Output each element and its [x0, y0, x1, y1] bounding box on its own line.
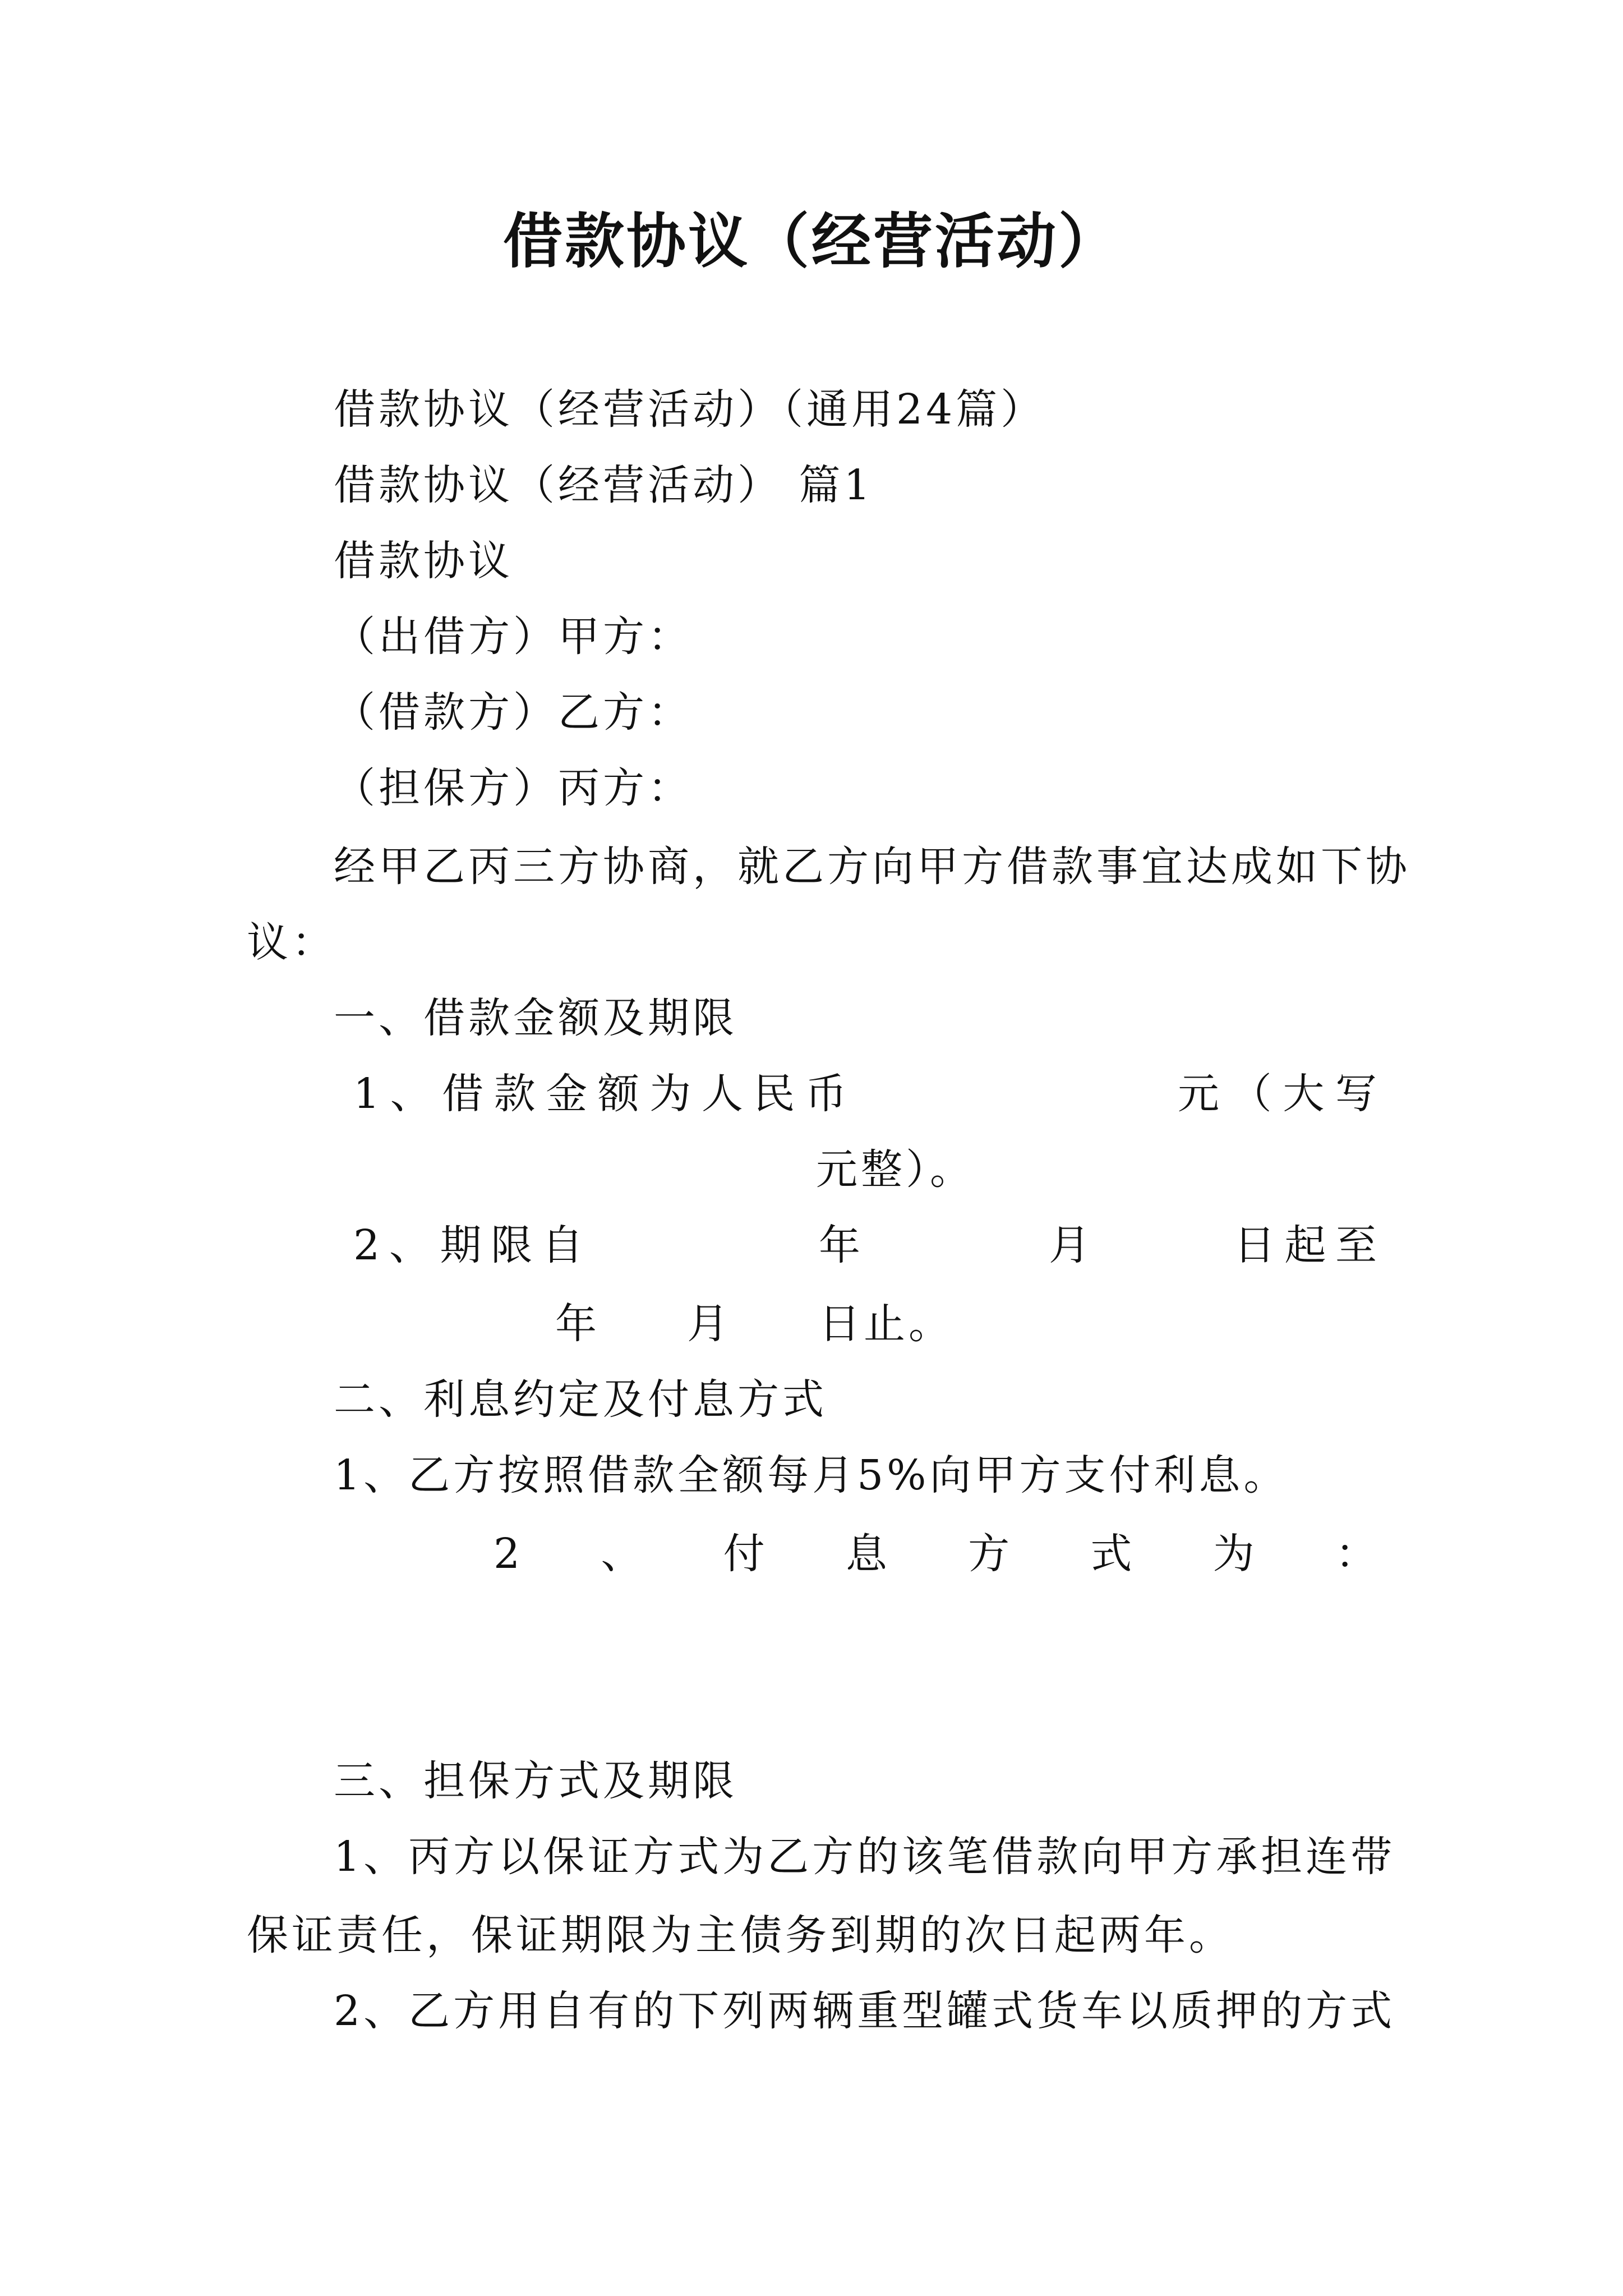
- loan-amount-tail: [1178, 1066, 1377, 1122]
- loan-amount-part: 额: [597, 1070, 639, 1118]
- loan-term-tail: [1234, 1217, 1377, 1273]
- loan-term-part: 期: [440, 1221, 482, 1269]
- document-title: 借款协议（经营活动）: [503, 206, 1120, 276]
- loan-term-tail-part: 起: [1284, 1221, 1326, 1269]
- loan-amount-part: 借: [442, 1070, 484, 1118]
- loan-amount-tail-part: 元: [1178, 1070, 1219, 1118]
- payment-method-part: 式: [1090, 1530, 1132, 1578]
- loan-term-month: 月: [1049, 1221, 1094, 1269]
- section-3-title: 三、担保方式及期限: [334, 1757, 737, 1805]
- payment-method-part: 方: [968, 1530, 1010, 1578]
- guarantor-line: （担保方）丙方：: [334, 764, 693, 812]
- section-2-title: 二、利息约定及付息方式: [334, 1375, 827, 1424]
- loan-amount-part: 为: [649, 1070, 691, 1118]
- loan-term-part: 限: [491, 1221, 533, 1269]
- guarantee-line-1: 1、丙方以保证方式为乙方的该笔借款向甲方承担连带: [334, 1833, 1396, 1881]
- loan-amount-tail-part: 写: [1335, 1070, 1377, 1118]
- loan-term-year: 年: [819, 1221, 864, 1269]
- payment-method-part: 息: [845, 1530, 887, 1578]
- payment-method-line: [494, 1526, 1377, 1582]
- loan-amount-line-2: 元整）。: [816, 1145, 975, 1194]
- loan-amount-part: 1: [353, 1070, 380, 1118]
- loan-term-part: 、: [389, 1221, 431, 1269]
- payment-method-part: 2: [494, 1530, 520, 1578]
- loan-amount-part: 款: [494, 1070, 536, 1118]
- loan-term-part: 自: [541, 1221, 583, 1269]
- interest-rate-line: 1、乙方按照借款全额每月5%向甲方支付利息。: [334, 1451, 1289, 1499]
- loan-amount-tail-part: （: [1230, 1070, 1272, 1118]
- intro-line-2: 议：: [247, 918, 336, 967]
- guarantee-line-2: 保证责任，保证期限为主债务到期的次日起两年。: [247, 1911, 1234, 1959]
- loan-term-tail-part: 日: [1234, 1221, 1275, 1269]
- intro-line-1: 经甲乙丙三方协商，就乙方向甲方借款事宜达成如下协: [334, 843, 1410, 891]
- section-label: 借款协议（经营活动） 篇1: [334, 461, 874, 509]
- loan-term-end-day: 日止。: [819, 1300, 953, 1348]
- agreement-heading: 借款协议: [334, 537, 513, 585]
- payment-method-part: 付: [723, 1530, 765, 1578]
- loan-amount-part: 、: [390, 1070, 432, 1118]
- loan-term-tail-part: 至: [1335, 1221, 1377, 1269]
- payment-method-part: 为: [1212, 1530, 1255, 1578]
- loan-amount-tail-part: 大: [1283, 1070, 1325, 1118]
- loan-amount-part: 民: [753, 1070, 795, 1118]
- loan-term-end-month: 月: [687, 1300, 732, 1348]
- payment-method-part: 、: [601, 1530, 643, 1578]
- borrower-line: （借款方）乙方：: [334, 688, 693, 737]
- lender-line: （出借方）甲方：: [334, 613, 693, 661]
- document-subtitle: 借款协议（经营活动）（通用24篇）: [334, 385, 1046, 434]
- loan-amount-label: [353, 1066, 847, 1122]
- loan-term-label: [353, 1217, 583, 1273]
- loan-amount-part: 币: [805, 1070, 847, 1118]
- loan-amount-part: 人: [701, 1070, 743, 1118]
- loan-term-part: 2: [353, 1221, 380, 1269]
- pledge-line-1: 2、乙方用自有的下列两辆重型罐式货车以质押的方式: [334, 1987, 1396, 2035]
- loan-amount-part: 金: [546, 1070, 588, 1118]
- payment-method-part: ：: [1335, 1530, 1377, 1578]
- loan-term-end-year: 年: [555, 1300, 600, 1348]
- section-1-title: 一、借款金额及期限: [334, 994, 737, 1042]
